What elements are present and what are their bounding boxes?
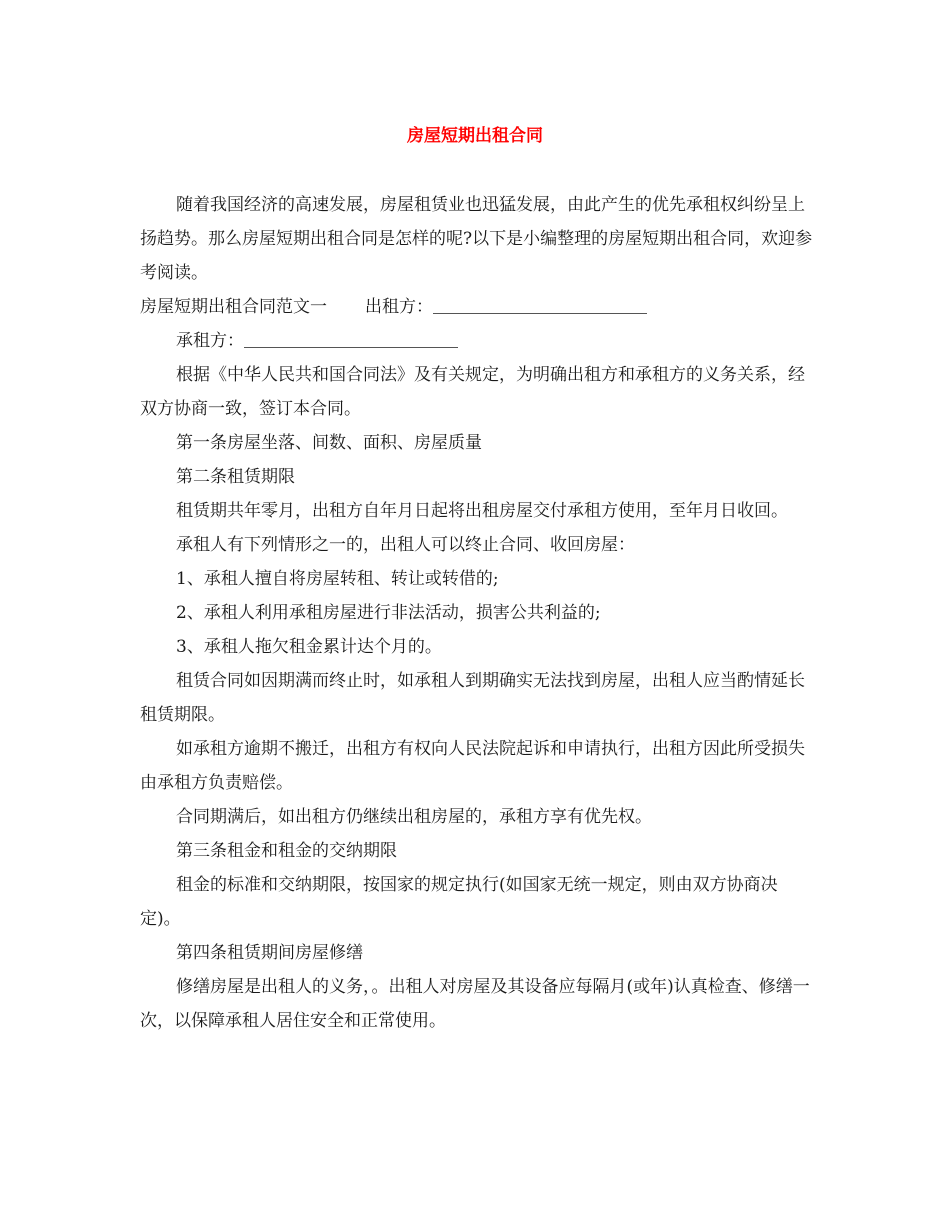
paragraph: 修缮房屋是出租人的义务，。出租人对房屋及其设备应每隔月(或年)认真检查、修缮一次，以保障承租人居住安全和正常使用。 [140,977,810,1031]
sample-heading-line [140,290,815,324]
document-body [140,188,815,1038]
intro-paragraph: 随着我国经济的高速发展，房屋租赁业也迅猛发展，由此产生的优先承租权纠纷呈上扬趋势。那么房屋短期出租合同是怎样的呢?以下是小编整理的房屋短期出租合同，欢迎参考阅读。 [140,195,813,283]
paragraph: 如承租方逾期不搬迁，出租方有权向人民法院起诉和申请执行，出租方因此所受损失由承租方负责赔偿。 [140,739,805,793]
sample-heading: 房屋短期出租合同范文一 [140,297,327,317]
article-heading: 第三条租金和租金的交纳期限 [176,841,397,861]
lessee-line [140,324,815,358]
paragraph: 租赁合同如因期满而终止时，如承租人到期确实无法找到房屋，出租人应当酌情延长租赁期限。 [140,671,805,725]
article-heading: 第一条房屋坐落、间数、面积、房屋质量 [176,433,482,453]
paragraph: 租金的标准和交纳期限，按国家的规定执行(如国家无统一规定，则由双方协商决定)。 [140,875,778,929]
paragraph: 合同期满后，如出租方仍继续出租房屋的，承租方享有优先权。 [176,807,652,827]
lessee-blank-line [244,327,458,348]
lessee-label: 承租方： [176,331,244,351]
lessor-label: 出租方： [365,297,433,317]
list-item: 2、承租人利用承租房屋进行非法活动，损害公共利益的; [176,603,601,623]
article-heading: 第四条租赁期间房屋修缮 [176,943,363,963]
document-title: 房屋短期出租合同 [407,126,543,146]
list-item: 3、承租人拖欠租金累计达个月的。 [176,637,442,657]
paragraph: 承租人有下列情形之一的，出租人可以终止合同、收回房屋： [176,535,635,555]
lessor-blank-line [433,293,647,314]
paragraph: 租赁期共年零月，出租方自年月日起将出租房屋交付承租方使用，至年月日收回。 [176,501,788,521]
list-item: 1、承租人擅自将房屋转租、转让或转借的; [176,569,499,589]
article-heading: 第二条租赁期限 [176,467,295,487]
paragraph: 根据《中华人民共和国合同法》及有关规定，为明确出租方和承租方的义务关系，经双方协商一致，签订本合同。 [140,365,805,419]
